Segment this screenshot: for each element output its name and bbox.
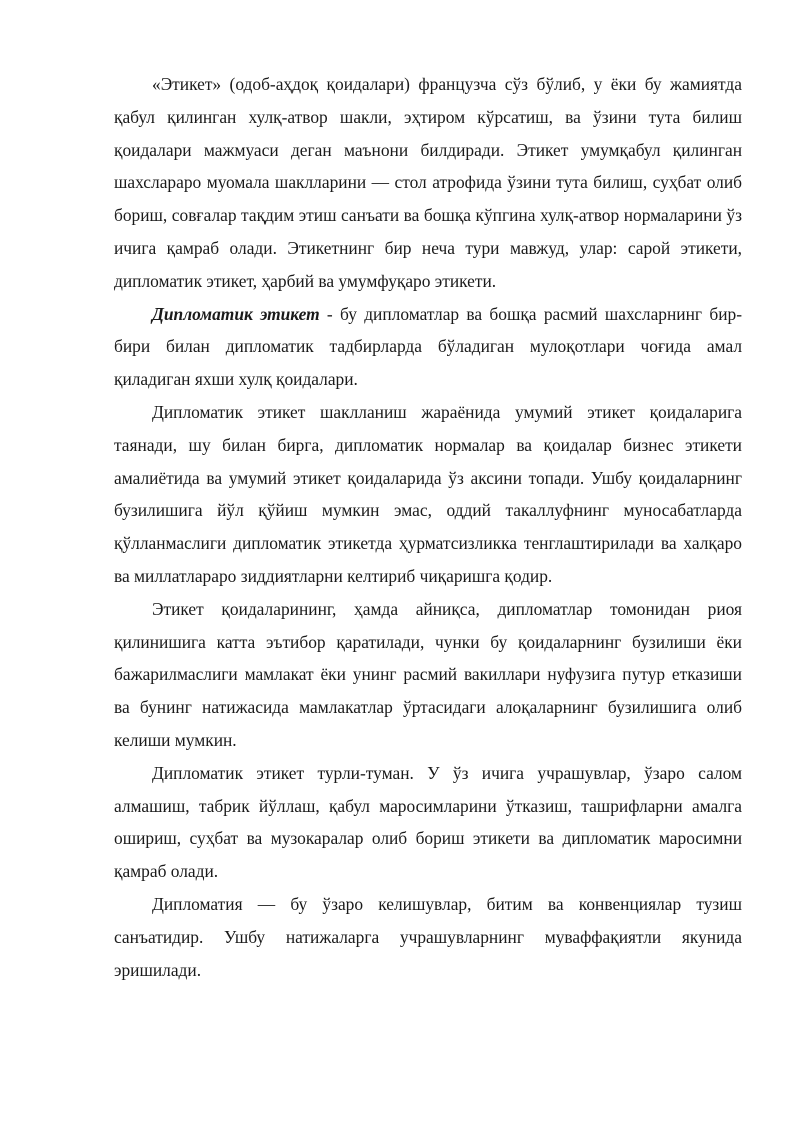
paragraph-rules-observance <box>114 593 742 757</box>
paragraph-diplomacy-definition <box>114 888 742 986</box>
paragraph-etiquette-formation <box>114 396 742 593</box>
paragraph-diplomatic-etiquette-definition <box>114 298 742 396</box>
paragraph-etiquette-definition <box>114 68 742 298</box>
paragraph-text: Дипломатик этикет шаклланиш жараёнида умумий этикет қоидаларига таянади, шу билан бирга, дипломатик нормалар ва қоидалар бизнес этикети амалиётида ва умумий этикет қоидаларида ўз аксини топади. Ушбу қоидаларнинг бузилишига йўл қўйиш мумкин эмас, оддий такаллуфнинг муносабатларда қўлланмаслиги дипломатик этикетда ҳурматсизликка тенглаштирилади ва халқаро ва миллатлараро зиддиятларни келтириб чиқаришга қодир. <box>114 401 742 586</box>
paragraph-text: - бу дипломатлар ва бошқа расмий шахсларнинг бир-бири билан дипломатик тадбирларда бўладиган мулоқотлари чоғида амал қиладиган яхши хулқ қоидалари. <box>114 303 742 390</box>
paragraph-text: Дипломатия — бу ўзаро келишувлар, битим ва конвенциялар тузиш санъатидир. Ушбу натижаларга учрашувларнинг муваффақиятли якунида эришилади. <box>114 893 742 980</box>
paragraph-text: Этикет қоидаларининг, ҳамда айниқса, дипломатлар томонидан риоя қилинишига катта эътибор қаратилади, чунки бу қоидаларнинг бузилиши ёки бажарилмаслиги мамлакат ёки унинг расмий вакиллари нуфузига путур етказиши ва бунинг натижасида мамлакатлар ўртасидаги алоқаларнинг бузилишига олиб келиши мумкин. <box>114 598 742 750</box>
paragraph-text: Дипломатик этикет турли-туман. У ўз ичига учрашувлар, ўзаро салом алмашиш, табрик йўллаш, қабул маросимларини ўтказиш, ташрифларни амалга ошириш, суҳбат ва музокаралар олиб бориш этикети ва дипломатик маросимни қамраб олади. <box>114 762 742 882</box>
defined-term: Дипломатик этикет <box>152 303 320 324</box>
document-body <box>114 68 742 986</box>
paragraph-text: «Этикет» (одоб-аҳдоқ қоидалари) французча сўз бўлиб, у ёки бу жамиятда қабул қилинган хулқ-атвор шакли, эҳтиром кўрсатиш, ва ўзини тута билиш қоидалари мажмуаси деган маънони билдиради. Этикет умумқабул қилинган шахслараро муомала шаклларини — стол атрофида ўзини тута билиш, суҳбат олиб бориш, совғалар тақдим этиш санъати ва бошқа кўпгина хулқ-атвор нормаларини ўз ичига қамраб олади. Этикетнинг бир неча тури мавжуд, улар: сарой этикети, дипломатик этикет, ҳарбий ва умумфуқаро этикети. <box>114 74 742 291</box>
paragraph-etiquette-variety <box>114 757 742 888</box>
